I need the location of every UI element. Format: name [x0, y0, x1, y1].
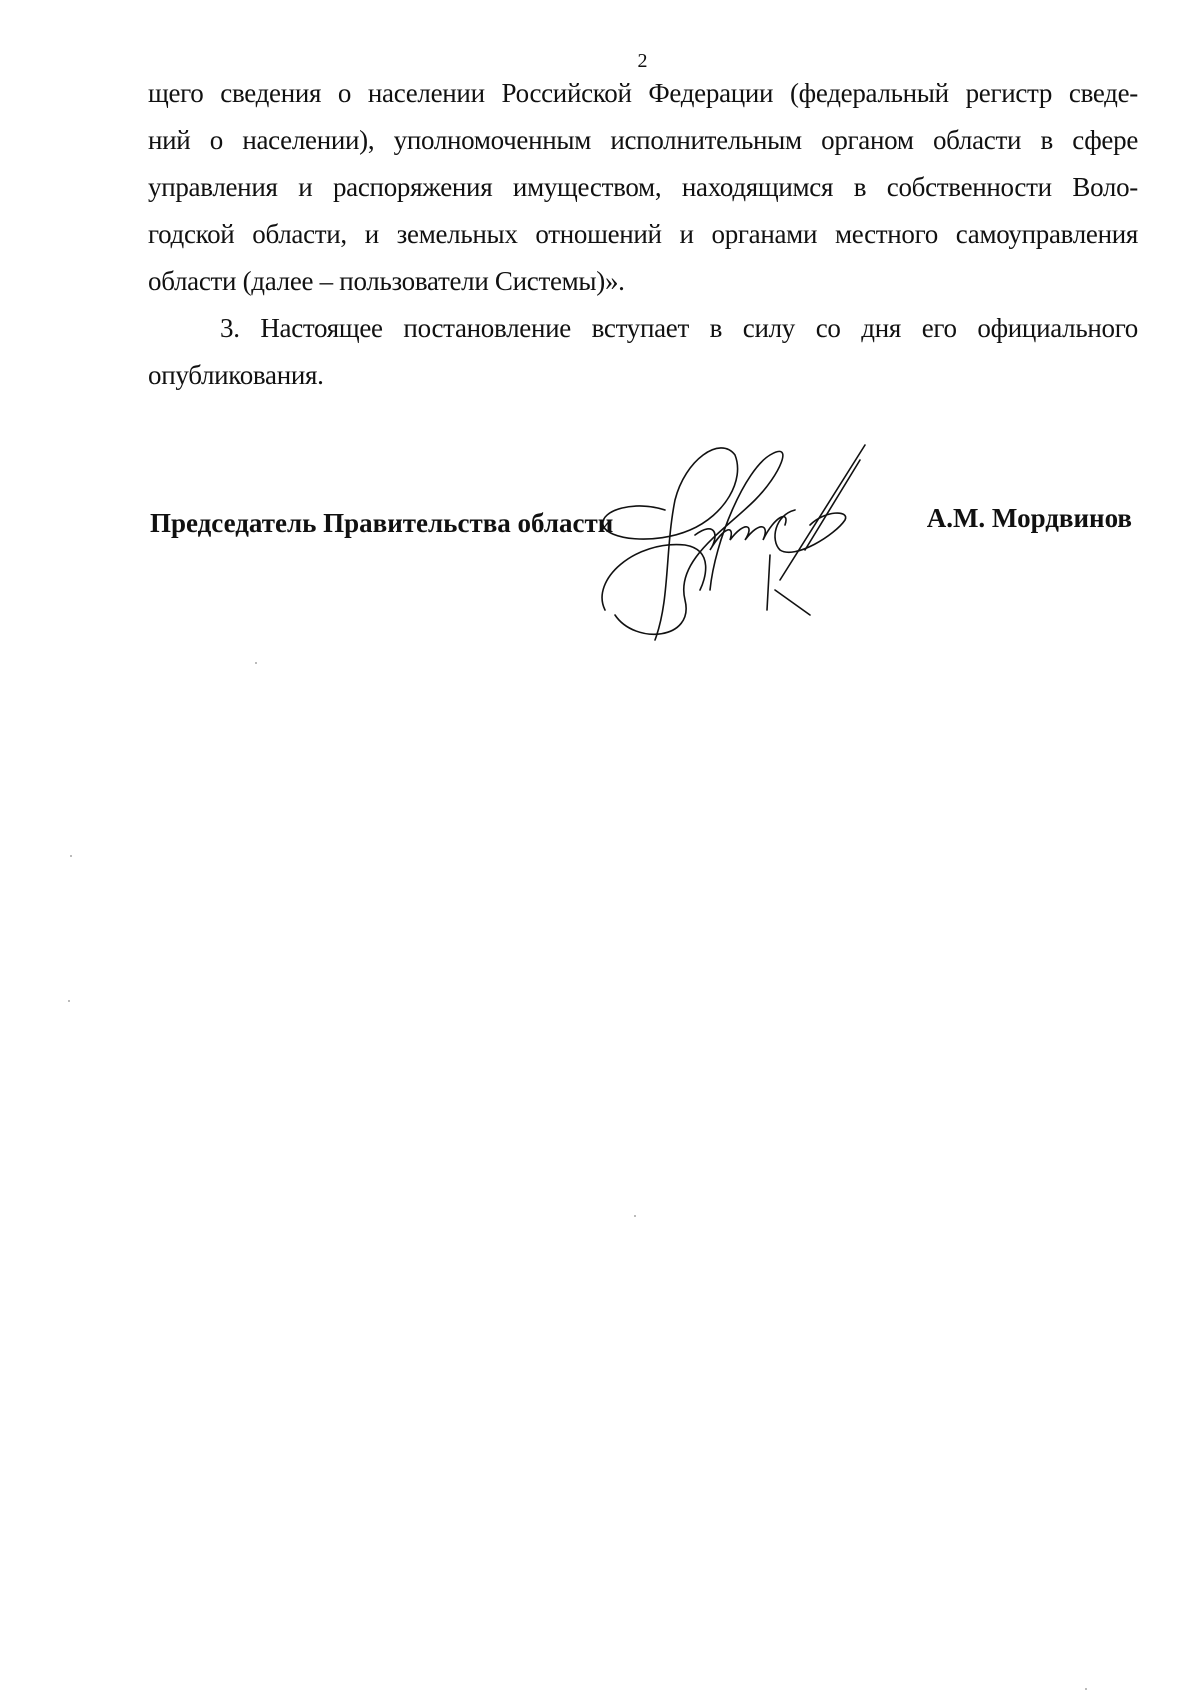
- scan-speck: [68, 1000, 70, 1002]
- text-line: ний о населении), уполномоченным исполнительным органом области в сфере: [148, 125, 1138, 155]
- text-line: опубликования.: [148, 360, 324, 390]
- paragraph-continuation: [148, 70, 1138, 305]
- handwritten-signature: [595, 440, 950, 650]
- page-number: 2: [637, 50, 648, 72]
- text-line: 3. Настоящее постановление вступает в силу со дня его официального: [220, 313, 1138, 343]
- text-line: управления и распоряжения имуществом, находящимся в собственности Воло-: [148, 172, 1138, 202]
- paragraph-3: [148, 305, 1138, 399]
- signatory-name: А.М. Мордвинов: [926, 503, 1132, 533]
- scan-speck: [255, 662, 257, 664]
- text-line: годской области, и земельных отношений и органами местного самоуправления: [148, 219, 1138, 249]
- text-line: щего сведения о населении Российской Федерации (федеральный регистр сведе-: [148, 78, 1138, 108]
- signatory-title: Председатель Правительства области: [150, 508, 614, 538]
- scan-speck: [1085, 1688, 1087, 1690]
- scan-speck: [634, 1215, 636, 1217]
- text-line: области (далее – пользователи Системы)».: [148, 266, 625, 296]
- scan-speck: [70, 855, 72, 857]
